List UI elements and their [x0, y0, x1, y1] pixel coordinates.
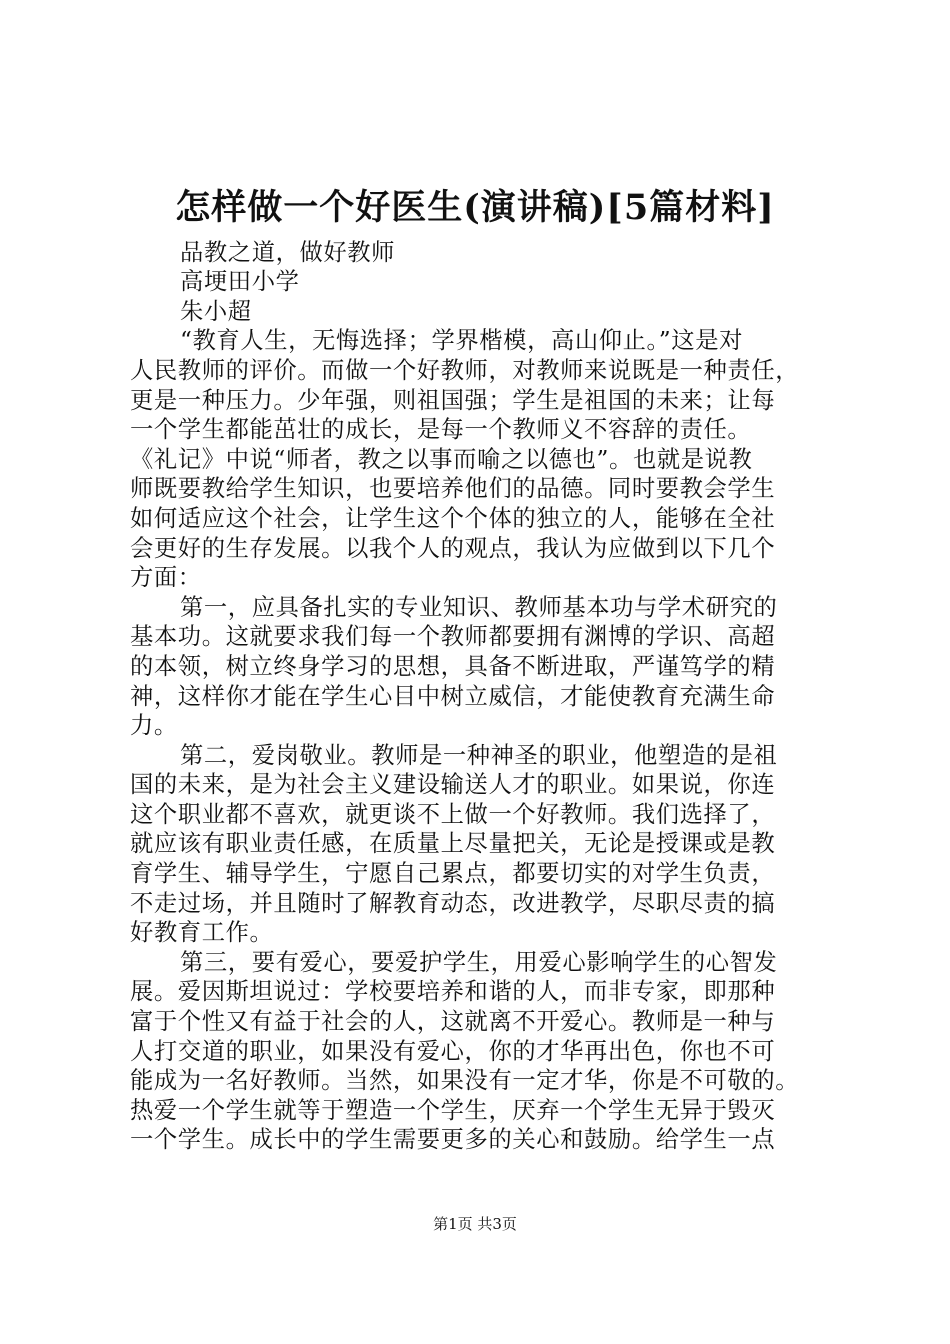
paragraph-3-line-4: 就应该有职业责任感，在质量上尽量把关，无论是授课或是教: [130, 830, 776, 858]
author-name-line: 朱小超: [180, 297, 252, 325]
paragraph-4-line-2: 展。爱因斯坦说过：学校要培养和谐的人，而非专家，即那种: [130, 978, 776, 1006]
paragraph-1-line-9: 方面：: [130, 564, 202, 592]
paragraph-3-line-3: 这个职业都不喜欢，就更谈不上做一个好教师。我们选择了，: [130, 800, 776, 828]
document-title: 怎样做一个好医生(演讲稿)[5篇材料]: [175, 187, 775, 228]
paragraph-4-line-1: 第三，要有爱心，要爱护学生，用爱心影响学生的心智发: [180, 948, 778, 976]
paragraph-1-line-2: 人民教师的评价。而做一个好教师，对教师来说既是一种责任，: [130, 356, 800, 384]
paragraph-3-line-7: 好教育工作。: [130, 919, 274, 947]
page-footer: 第1页 共3页: [433, 1215, 517, 1233]
paragraph-3-line-6: 不走过场，并且随时了解教育动态，改进教学，尽职尽责的搞: [130, 889, 776, 917]
paragraph-1-line-3: 更是一种压力。少年强，则祖国强；学生是祖国的未来；让每: [130, 386, 776, 414]
paragraph-2-line-4: 神，这样你才能在学生心目中树立威信，才能使教育充满生命: [130, 682, 776, 710]
paragraph-4-line-3: 富于个性又有益于社会的人，这就离不开爱心。教师是一种与: [130, 1008, 776, 1036]
paragraph-2-line-3: 的本领，树立终身学习的思想，具备不断进取，严谨笃学的精: [130, 652, 776, 680]
paragraph-1-line-1: “教育人生，无悔选择；学界楷模，高山仰止。”这是对: [180, 327, 743, 355]
paragraph-2-line-2: 基本功。这就要求我们每一个教师都要拥有渊博的学识、高超: [130, 623, 776, 651]
paragraph-1-line-4: 一个学生都能茁壮的成长，是每一个教师义不容辞的责任。: [130, 416, 752, 444]
paragraph-2-line-1: 第一，应具备扎实的专业知识、教师基本功与学术研究的: [180, 593, 778, 621]
paragraph-3-line-2: 国的未来，是为社会主义建设输送人才的职业。如果说，你连: [130, 771, 776, 799]
paragraph-1-line-5: 《礼记》中说“师者，教之以事而喻之以德也”。也就是说教: [130, 445, 753, 473]
subtitle-line: 品教之道，做好教师: [180, 238, 396, 266]
paragraph-3-line-1: 第二，爱岗敬业。教师是一种神圣的职业，他塑造的是祖: [180, 741, 778, 769]
paragraph-3-line-5: 育学生、辅导学生，宁愿自己累点，都要切实的对学生负责，: [130, 860, 776, 888]
title-spacer: [130, 208, 830, 238]
paragraph-4-line-4: 人打交道的职业，如果没有爱心，你的才华再出色，你也不可: [130, 1037, 776, 1065]
paragraph-1-line-6: 师既要教给学生知识，也要培养他们的品德。同时要教会学生: [130, 475, 776, 503]
paragraph-1-line-8: 会更好的生存发展。以我个人的观点，我认为应做到以下几个: [130, 534, 776, 562]
paragraph-2-line-5: 力。: [130, 712, 178, 740]
paragraph-4-line-6: 热爱一个学生就等于塑造一个学生，厌弃一个学生无异于毁灭: [130, 1096, 776, 1124]
document-content: [130, 208, 830, 1155]
paragraph-4-line-7: 一个学生。成长中的学生需要更多的关心和鼓励。给学生一点: [130, 1126, 776, 1154]
paragraph-1-line-7: 如何适应这个社会，让学生这个个体的独立的人，能够在全社: [130, 504, 776, 532]
paragraph-4-line-5: 能成为一名好教师。当然，如果没有一定才华，你是不可敬的。: [130, 1067, 800, 1095]
school-name-line: 高埂田小学: [180, 268, 300, 296]
